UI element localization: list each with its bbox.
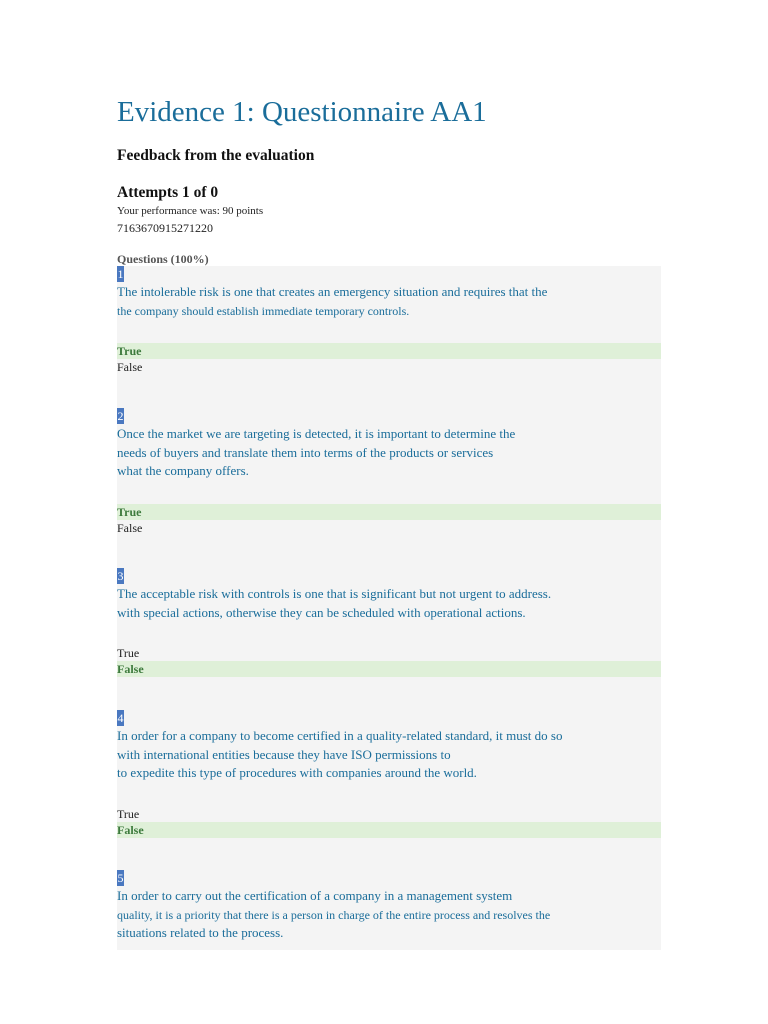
question-line: needs of buyers and translate them into terms of the products or services: [117, 444, 494, 460]
question-number: 2: [117, 409, 124, 423]
question-number: 1: [117, 267, 124, 281]
question-line: Once the market we are targeting is detected, it is important to determine the: [117, 426, 516, 441]
question-number: 4: [117, 711, 124, 725]
question-text: [117, 283, 661, 320]
question-text: [117, 585, 661, 622]
question-text: [117, 727, 661, 783]
page-title: Evidence 1: Questionnaire AA1: [117, 96, 487, 128]
question-line: The intolerable risk is one that creates an emergency situation and requires that the: [117, 284, 548, 299]
option-false: False: [117, 822, 661, 838]
question-line: with special actions, otherwise they can be scheduled with operational actions.: [117, 604, 526, 620]
option-true: True: [117, 343, 661, 359]
option-false: False: [117, 360, 143, 374]
question-text: [117, 887, 661, 943]
feedback-heading: Feedback from the evaluation: [117, 147, 315, 164]
option-true: True: [117, 504, 661, 520]
question-text: [117, 425, 661, 481]
question-line: quality, it is a priority that there is a person in charge of the entire process and resolves the: [117, 907, 551, 922]
question-line: situations related to the process.: [117, 925, 284, 940]
questions-list: [117, 266, 661, 950]
option-true: True: [117, 646, 140, 660]
option-false: False: [117, 661, 661, 677]
attempts-heading: Attempts 1 of 0: [117, 184, 219, 201]
performance-text: Your performance was: 90 points: [117, 205, 264, 217]
option-true: True: [117, 807, 140, 821]
question-line: In order to carry out the certification of a company in a management system: [117, 888, 513, 903]
question-line: In order for a company to become certified in a quality-related standard, it must do so: [117, 728, 563, 743]
option-false: False: [117, 521, 143, 535]
question-line: what the company offers.: [117, 463, 249, 478]
question-number: 3: [117, 569, 124, 583]
evaluation-code: 7163670915271220: [117, 221, 213, 235]
question-line: to expedite this type of procedures with companies around the world.: [117, 765, 477, 780]
questions-header: Questions (100%): [117, 252, 209, 266]
question-line: the company should establish immediate temporary controls.: [117, 303, 410, 318]
question-line: The acceptable risk with controls is one that is significant but not urgent to address.: [117, 586, 552, 601]
question-number: 5: [117, 871, 124, 885]
question-line: with international entities because they have ISO permissions to: [117, 746, 451, 762]
